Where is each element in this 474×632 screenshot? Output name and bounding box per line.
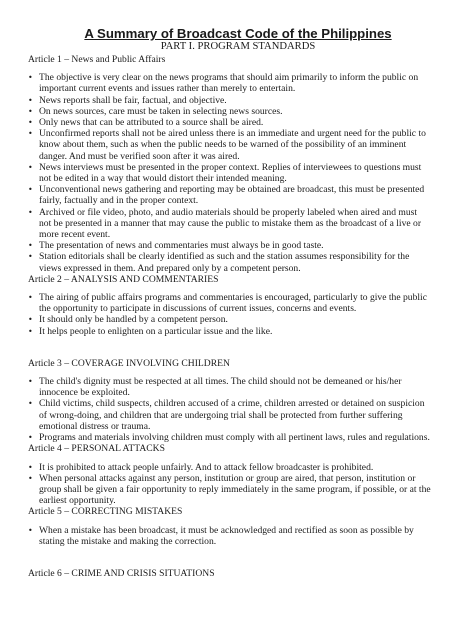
list-item: • Unconventional news gathering and reporting may be obtained are broadcast, this must be presented fairly, factually and in the proper context.	[28, 184, 425, 207]
bullet-icon: •	[28, 525, 33, 535]
article-heading: Article 4 – PERSONAL ATTACKS	[28, 443, 165, 455]
article-heading: Article 5 – CORRECTING MISTAKES	[28, 506, 183, 518]
part-title: PART I. PROGRAM STANDARDS	[160, 41, 316, 52]
article-6	[28, 568, 448, 579]
article-items	[28, 525, 448, 547]
article-heading: Article 2 – ANALYSIS AND COMMENTARIES	[28, 273, 219, 285]
article-5	[28, 506, 448, 547]
list-item: • On news sources, care must be taken in selecting news sources.	[28, 105, 283, 117]
article-2	[28, 274, 448, 337]
article-items	[28, 462, 448, 507]
bullet-icon: •	[28, 462, 33, 472]
list-item: • The presentation of news and commentaries must always be in good taste.	[28, 240, 324, 252]
list-item: • The child's dignity must be respected at all times. The child should not be demeaned or his/her innocence be exploited.	[28, 376, 402, 399]
bullet-icon: •	[28, 185, 33, 195]
list-item: • Programs and materials involving children must comply with all pertinent laws, rules and regulations.	[28, 432, 430, 444]
bullet-icon: •	[28, 207, 33, 217]
list-item: • It helps people to enlighten on a particular issue and the like.	[28, 325, 273, 337]
list-item: • Child victims, child suspects, children accused of a crime, children arrested or detained on suspicion of wrong-doing, and children that are undergoing trial shall be protected from further suffering emotional distress or trauma.	[28, 398, 425, 432]
list-item: • It should only be handled by a competent person.	[28, 314, 228, 326]
bullet-icon: •	[28, 473, 33, 483]
list-item: • News interviews must be presented in the proper context. Replies of interviewees to questions must not be edited in a way that would distort their intended meaning.	[28, 161, 422, 185]
bullet-icon: •	[28, 95, 33, 105]
list-item: • Station editorials shall be clearly identified as such and the station assumes responsibility for the views expressed in them. And prepared only by a competent person.	[28, 251, 410, 274]
article-items	[28, 72, 448, 274]
bullet-icon: •	[28, 293, 33, 303]
bullet-icon: •	[28, 241, 33, 251]
bullet-icon: •	[28, 252, 33, 262]
document-title: A Summary of Broadcast Code of the Philippines	[84, 26, 392, 41]
article-1	[28, 54, 448, 274]
list-item: • When personal attacks against any person, institution or group are aired, that person, institution or group shall be given a fair opportunity to reply immediately in the same program, if possible, or at the earliest opportunity.	[28, 472, 431, 507]
list-item: • Unconfirmed reports shall not be aired unless there is an immediate and urgent need for the public to know about them, such as when the public needs to be warned of the possibility of an imminent danger. And must be verified soon after it was aired.	[28, 128, 426, 162]
article-items	[28, 376, 448, 443]
bullet-icon: •	[28, 433, 33, 443]
bullet-icon: •	[28, 162, 33, 172]
bullet-icon: •	[28, 118, 33, 128]
article-4	[28, 443, 448, 506]
bullet-icon: •	[28, 377, 33, 387]
article-items	[28, 292, 448, 337]
list-item: • Only news that can be attributed to a source shall be aired.	[28, 117, 264, 129]
list-item: • It is prohibited to attack people unfairly. And to attack fellow broadcaster is prohibited.	[28, 461, 374, 473]
bullet-icon: •	[28, 129, 33, 139]
bullet-icon: •	[28, 315, 33, 325]
list-item: • News reports shall be fair, factual, and objective.	[28, 94, 227, 106]
list-item: • Archived or file video, photo, and audio materials should be properly labeled when aired and must not be presented in a manner that may cause the public to mistake them as the broadcast of a live or more recent event.	[28, 206, 422, 241]
bullet-icon: •	[28, 326, 33, 336]
list-item: • When a mistake has been broadcast, it must be acknowledged and rectified as soon as possible by stating the mistake and making the correction.	[28, 524, 414, 547]
bullet-icon: •	[28, 106, 33, 116]
list-item: • The airing of public affairs programs and commentaries is encouraged, particularly to give the public the opportunity to participate in discussions of current issues, concerns and events.	[28, 292, 427, 315]
bullet-icon: •	[28, 73, 33, 83]
bullet-icon: •	[28, 399, 33, 409]
article-heading: Article 3 – COVERAGE INVOLVING CHILDREN	[28, 357, 230, 369]
article-heading: Article 6 – CRIME AND CRISIS SITUATIONS	[28, 567, 215, 579]
article-heading: Article 1 – News and Public Affairs	[28, 54, 166, 65]
article-3	[28, 358, 448, 443]
list-item: • The objective is very clear on the news programs that should aim primarily to inform the public on important current events and issues rather than merely to entertain.	[28, 72, 419, 95]
